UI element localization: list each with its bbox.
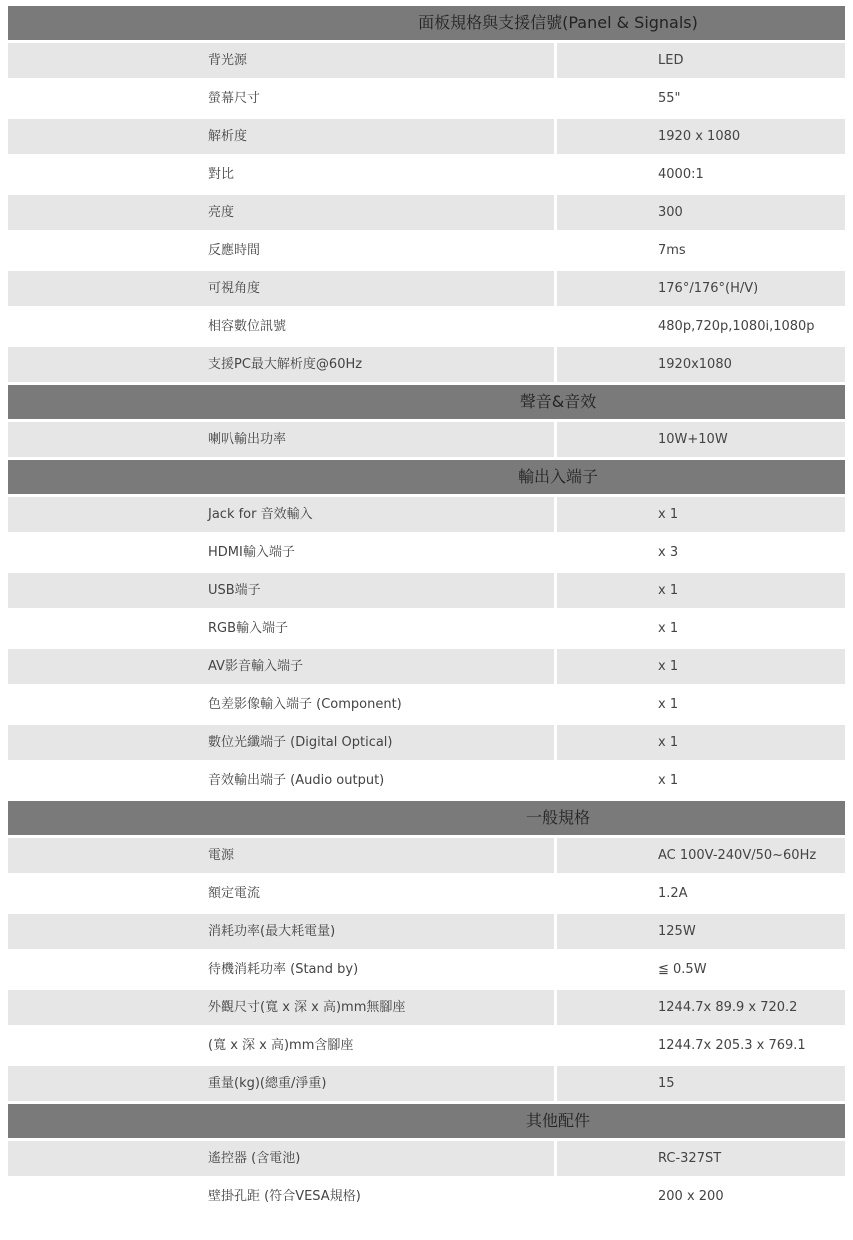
spec-label: (寬 x 深 x 高)mm含腳座 xyxy=(208,1038,354,1053)
spec-row xyxy=(8,81,845,116)
spec-label: HDMI輸入端子 xyxy=(208,545,295,560)
spec-label: 外觀尺寸(寬 x 深 x 高)mm無腳座 xyxy=(8,990,554,1025)
spec-value: 200 x 200 xyxy=(658,1189,724,1204)
spec-row xyxy=(8,119,845,154)
spec-label: Jack for 音效輸入 xyxy=(8,497,554,532)
spec-row xyxy=(8,422,845,457)
spec-label: 支援PC最大解析度@60Hz xyxy=(8,347,554,382)
spec-label: 相容數位訊號 xyxy=(208,319,287,334)
section-header xyxy=(8,460,845,494)
spec-value: x 1 xyxy=(658,621,679,636)
spec-value: x 1 xyxy=(557,497,845,532)
spec-table xyxy=(8,6,845,1217)
spec-value: 10W+10W xyxy=(557,422,845,457)
spec-row xyxy=(8,573,845,608)
spec-label: 電源 xyxy=(8,838,554,873)
spec-label: 壁掛孔距 (符合VESA規格) xyxy=(208,1189,361,1204)
spec-row xyxy=(8,1141,845,1176)
spec-value: LED xyxy=(557,43,845,78)
section-title: 面板規格與支援信號(Panel & Signals) xyxy=(418,13,698,32)
spec-row xyxy=(8,611,845,646)
spec-label: USB端子 xyxy=(8,573,554,608)
section-header xyxy=(8,1104,845,1138)
section-header xyxy=(8,6,845,40)
spec-label: 待機消耗功率 (Stand by) xyxy=(208,962,359,977)
spec-label: 反應時間 xyxy=(208,243,261,258)
spec-value: 55" xyxy=(658,91,681,106)
spec-value: x 1 xyxy=(557,725,845,760)
spec-row xyxy=(8,347,845,382)
spec-row xyxy=(8,535,845,570)
spec-row xyxy=(8,1179,845,1214)
spec-row xyxy=(8,1028,845,1063)
spec-value: 125W xyxy=(557,914,845,949)
spec-value: x 1 xyxy=(557,649,845,684)
spec-value: 1244.7x 205.3 x 769.1 xyxy=(658,1038,806,1053)
spec-label: 遙控器 (含電池) xyxy=(8,1141,554,1176)
spec-row xyxy=(8,195,845,230)
section-header xyxy=(8,385,845,419)
spec-label: 色差影像輸入端子 (Component) xyxy=(208,697,402,712)
spec-row xyxy=(8,157,845,192)
spec-row xyxy=(8,725,845,760)
spec-label: 背光源 xyxy=(8,43,554,78)
spec-label: 對比 xyxy=(208,167,235,182)
spec-row xyxy=(8,309,845,344)
spec-value: x 1 xyxy=(658,773,679,788)
spec-value: 300 xyxy=(557,195,845,230)
spec-label: AV影音輸入端子 xyxy=(8,649,554,684)
spec-value: 1.2A xyxy=(658,886,688,901)
section-title: 其他配件 xyxy=(525,1111,591,1130)
spec-row xyxy=(8,763,845,798)
section-title: 輸出入端子 xyxy=(517,467,599,486)
spec-label: 音效輸出端子 (Audio output) xyxy=(208,773,385,788)
spec-row xyxy=(8,497,845,532)
spec-label: 可視角度 xyxy=(8,271,554,306)
spec-row xyxy=(8,271,845,306)
spec-label: 螢幕尺寸 xyxy=(208,91,261,106)
spec-row xyxy=(8,952,845,987)
spec-value: 7ms xyxy=(658,243,686,258)
spec-row xyxy=(8,1066,845,1101)
spec-row xyxy=(8,876,845,911)
spec-value: 4000:1 xyxy=(658,167,704,182)
spec-value: x 1 xyxy=(557,573,845,608)
spec-row xyxy=(8,687,845,722)
section-header xyxy=(8,801,845,835)
spec-value: 1244.7x 89.9 x 720.2 xyxy=(557,990,845,1025)
spec-value: AC 100V-240V/50~60Hz xyxy=(557,838,845,873)
spec-value: 15 xyxy=(557,1066,845,1101)
spec-label: 消耗功率(最大耗電量) xyxy=(8,914,554,949)
spec-row xyxy=(8,990,845,1025)
section-title: 聲音&音效 xyxy=(519,392,597,411)
spec-value: 1920x1080 xyxy=(557,347,845,382)
spec-value: RC-327ST xyxy=(557,1141,845,1176)
spec-value: 176°/176°(H/V) xyxy=(557,271,845,306)
spec-row xyxy=(8,914,845,949)
spec-value: x 3 xyxy=(658,545,679,560)
spec-row xyxy=(8,838,845,873)
spec-value: x 1 xyxy=(658,697,679,712)
spec-row xyxy=(8,233,845,268)
spec-value: 1920 x 1080 xyxy=(557,119,845,154)
spec-row xyxy=(8,43,845,78)
spec-label: 喇叭輸出功率 xyxy=(8,422,554,457)
spec-label: 數位光纖端子 (Digital Optical) xyxy=(8,725,554,760)
spec-label: 額定電流 xyxy=(208,886,261,901)
spec-value: 480p,720p,1080i,1080p xyxy=(658,319,815,334)
section-title: 一般規格 xyxy=(525,808,591,827)
spec-value: ≦ 0.5W xyxy=(658,962,707,977)
spec-label: 重量(kg)(總重/淨重) xyxy=(8,1066,554,1101)
spec-row xyxy=(8,649,845,684)
spec-label: 解析度 xyxy=(8,119,554,154)
spec-label: RGB輸入端子 xyxy=(208,621,289,636)
spec-label: 亮度 xyxy=(8,195,554,230)
